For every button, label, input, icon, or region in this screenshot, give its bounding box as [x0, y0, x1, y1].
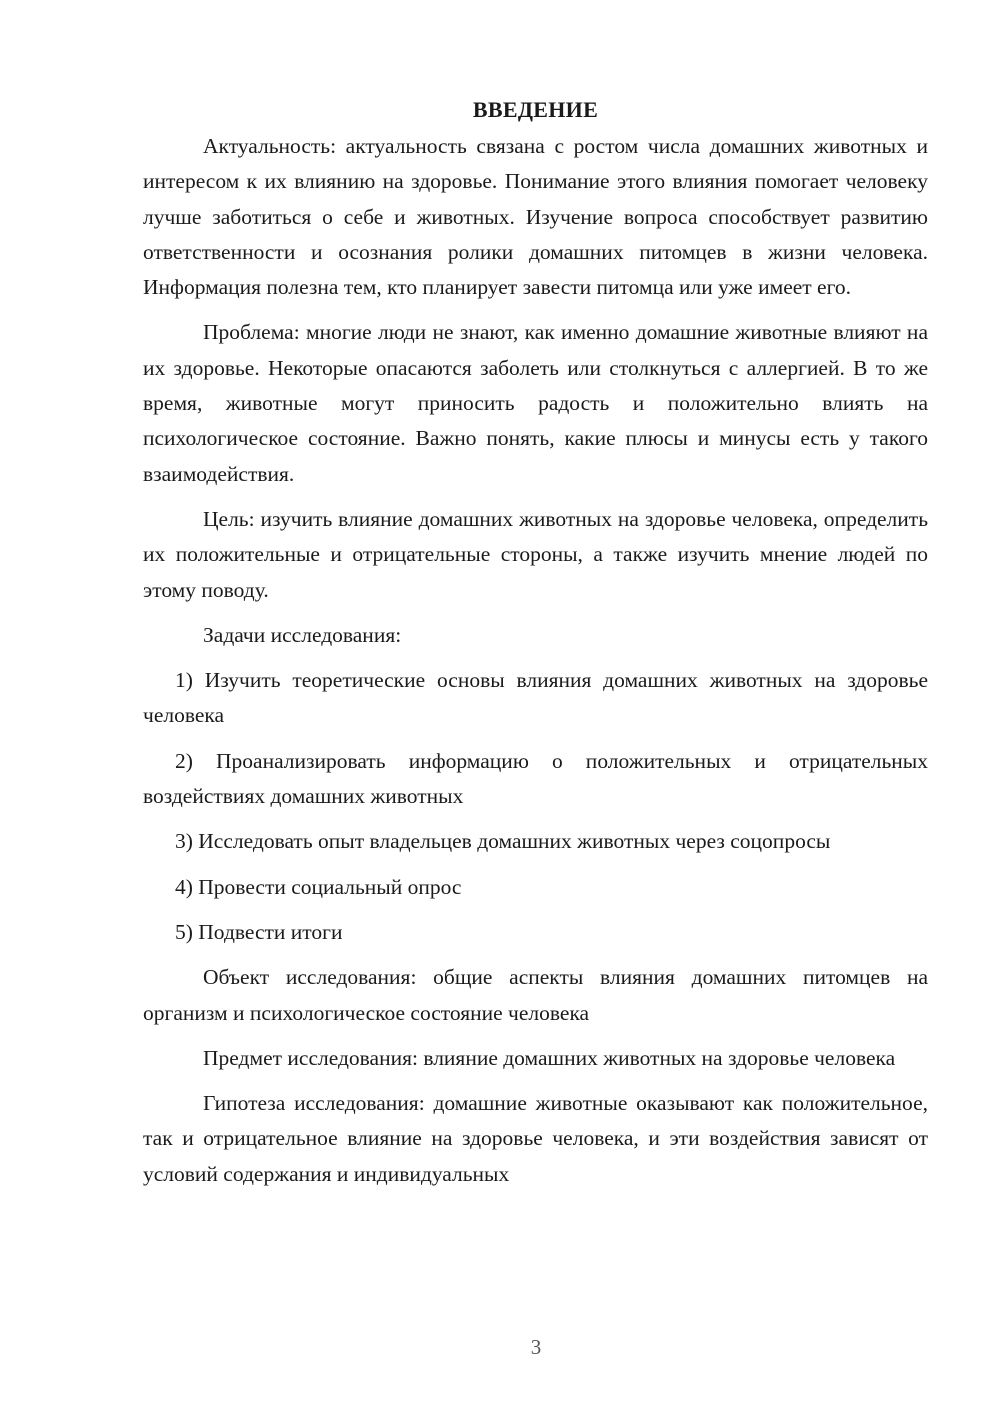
tasks-heading: Задачи исследования:: [203, 622, 402, 647]
relevance-paragraph: Актуальность: актуальность связана с ростом числа домашних животных и интересом к их влиянию на здоровье. Понимание этого влияния помогает человеку лучше заботиться о себе и животных. Изучение вопроса способствует развитию ответственности и осознания ролики домашних питомцев в жизни человека. Информация полезна тем, кто планирует завести питомца или уже имеет его.: [143, 134, 928, 300]
task-item-4: 4) Провести социальный опрос: [175, 874, 462, 899]
subject-paragraph: Предмет исследования: влияние домашних животных на здоровье человека: [203, 1045, 896, 1070]
goal-paragraph: Цель: изучить влияние домашних животных на здоровье человека, определить их положительные и отрицательные стороны, а также изучить мнение людей по этому поводу.: [143, 506, 928, 602]
hypothesis-paragraph: Гипотеза исследования: домашние животные оказывают как положительное, так и отрицательное влияние на здоровье человека, и эти воздействия зависят от условий содержания и индивидуальных: [143, 1091, 928, 1186]
task-item-2: 2) Проанализировать информацию о положительных и отрицательных воздействиях домашних животных: [143, 748, 928, 809]
section-title: ВВЕДЕНИЕ: [472, 97, 599, 122]
page-number: 3: [530, 1335, 542, 1359]
task-item-1: 1) Изучить теоретические основы влияния домашних животных на здоровье человека: [143, 668, 928, 728]
document-page: [143, 92, 928, 1192]
task-item-3: 3) Исследовать опыт владельцев домашних животных через соцопросы: [175, 829, 831, 854]
problem-paragraph: Проблема: многие люди не знают, как именно домашние животные влияют на их здоровье. Некоторые опасаются заболеть или столкнуться с аллергией. В то же время, животные могут приносить радость и положительно влиять на психологическое состояние. Важно понять, какие плюсы и минусы есть у такого взаимодействия.: [143, 320, 928, 486]
task-item-5: 5) Подвести итоги: [175, 919, 343, 944]
object-paragraph: Объект исследования: общие аспекты влияния домашних питомцев на организм и психологическое состояние человека: [143, 965, 928, 1025]
